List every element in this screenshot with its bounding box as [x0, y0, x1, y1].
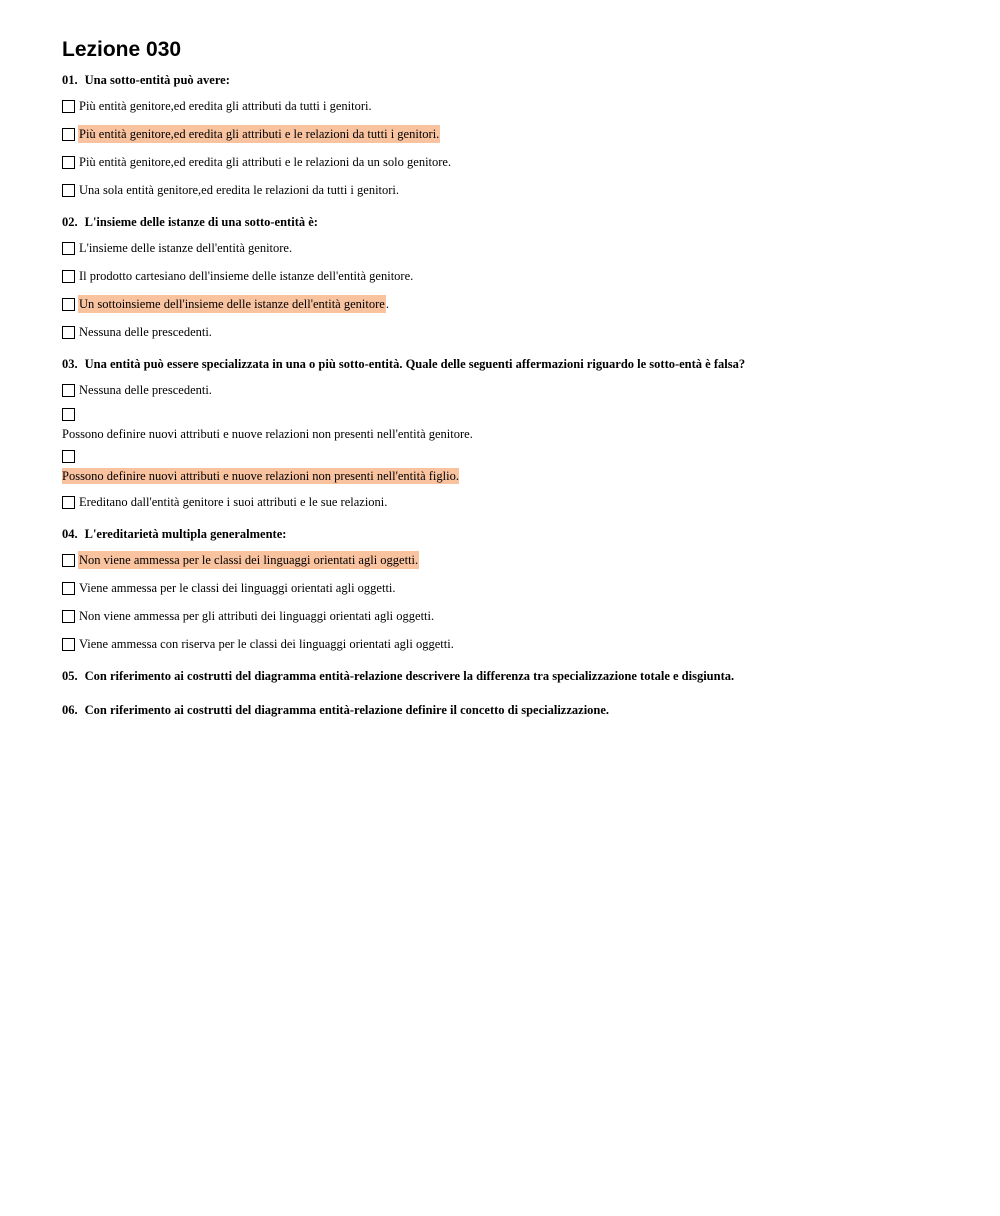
answer-option[interactable] [62, 606, 962, 626]
option-text: Più entità genitore,ed eredita gli attributi da tutti i genitori. [79, 99, 372, 113]
checkbox-icon[interactable] [62, 384, 75, 397]
answer-option[interactable] [62, 634, 962, 654]
option-text: Più entità genitore,ed eredita gli attributi e le relazioni da un solo genitore. [79, 155, 452, 169]
checkbox-icon[interactable] [62, 450, 75, 463]
question-01 [62, 72, 962, 200]
document-page [62, 36, 962, 736]
question-06 [62, 702, 962, 718]
question-header [62, 668, 962, 684]
question-text: L'insieme delle istanze di una sotto-entità è: [84, 215, 318, 229]
option-text: Una sola entità genitore,ed eredita le relazioni da tutti i genitori. [79, 183, 400, 197]
question-05 [62, 668, 962, 684]
checkbox-icon[interactable] [62, 408, 75, 421]
option-text: L'insieme delle istanze dell'entità genitore. [79, 241, 293, 255]
checkbox-icon[interactable] [62, 184, 75, 197]
checkbox-icon[interactable] [62, 582, 75, 595]
question-header [62, 702, 962, 718]
checkbox-icon[interactable] [62, 496, 75, 509]
option-text-highlighted: Non viene ammessa per le classi dei linguaggi orientati agli oggetti. [79, 553, 419, 567]
checkbox-icon[interactable] [62, 128, 75, 141]
answer-option[interactable] [62, 152, 962, 172]
question-number: 03. [62, 357, 78, 371]
answer-option-correct[interactable] [62, 550, 962, 570]
question-number: 06. [62, 703, 78, 717]
question-header [62, 72, 962, 88]
answer-option[interactable] [62, 380, 962, 400]
checkbox-icon[interactable] [62, 156, 75, 169]
question-number: 02. [62, 215, 78, 229]
answer-option[interactable] [62, 322, 962, 342]
option-text-highlighted: Più entità genitore,ed eredita gli attributi e le relazioni da tutti i genitori. [79, 127, 440, 141]
option-text: Il prodotto cartesiano dell'insieme delle istanze dell'entità genitore. [79, 269, 414, 283]
checkbox-icon[interactable] [62, 638, 75, 651]
option-text-highlighted: Possono definire nuovi attributi e nuove relazioni non presenti nell'entità figlio. [62, 469, 459, 483]
answer-option[interactable] [62, 180, 962, 200]
option-text: Nessuna delle prescedenti. [79, 325, 212, 339]
question-04 [62, 526, 962, 654]
option-text: Non viene ammessa per gli attributi dei linguaggi orientati agli oggetti. [79, 609, 435, 623]
answer-option[interactable] [62, 492, 962, 512]
question-header [62, 356, 962, 372]
checkbox-icon[interactable] [62, 554, 75, 567]
checkbox-icon[interactable] [62, 298, 75, 311]
answer-option-correct[interactable] [62, 294, 962, 314]
checkbox-icon[interactable] [62, 610, 75, 623]
question-text: Con riferimento ai costrutti del diagramma entità-relazione descrivere la differenza tra specializzazione totale e disgiunta. [84, 669, 735, 683]
checkbox-icon[interactable] [62, 242, 75, 255]
checkbox-icon[interactable] [62, 100, 75, 113]
question-number: 01. [62, 73, 78, 87]
question-header [62, 526, 962, 542]
checkbox-icon[interactable] [62, 326, 75, 339]
checkbox-icon[interactable] [62, 270, 75, 283]
page-title: Lezione 030 [62, 38, 182, 61]
option-text-highlighted: Un sottoinsieme dell'insieme delle istanze dell'entità genitore [79, 297, 385, 311]
answer-option[interactable] [62, 266, 962, 286]
question-number: 04. [62, 527, 78, 541]
option-text: Ereditano dall'entità genitore i suoi attributi e le sue relazioni. [79, 495, 388, 509]
question-text: Una sotto-entità può avere: [84, 73, 230, 87]
option-text: Viene ammessa con riserva per le classi dei linguaggi orientati agli oggetti. [79, 637, 454, 651]
answer-option[interactable] [62, 238, 962, 258]
option-text: Viene ammessa per le classi dei linguaggi orientati agli oggetti. [79, 581, 396, 595]
question-text: Con riferimento ai costrutti del diagramma entità-relazione definire il concetto di specializzazione. [84, 703, 610, 717]
question-text: L'ereditarietà multipla generalmente: [84, 527, 287, 541]
answer-option-correct[interactable] [62, 450, 962, 484]
answer-option-correct[interactable] [62, 124, 962, 144]
question-03 [62, 356, 962, 512]
option-text: Possono definire nuovi attributi e nuove relazioni non presenti nell'entità genitore. [62, 427, 473, 441]
question-text: Una entità può essere specializzata in una o più sotto-entità. Quale delle seguenti affermazioni riguardo le sotto-entà è falsa? [84, 357, 746, 371]
answer-option[interactable] [62, 408, 962, 442]
option-text-period: . [385, 297, 389, 311]
question-02 [62, 214, 962, 342]
question-header [62, 214, 962, 230]
answer-option[interactable] [62, 96, 962, 116]
question-number: 05. [62, 669, 78, 683]
answer-option[interactable] [62, 578, 962, 598]
option-text: Nessuna delle prescedenti. [79, 383, 212, 397]
